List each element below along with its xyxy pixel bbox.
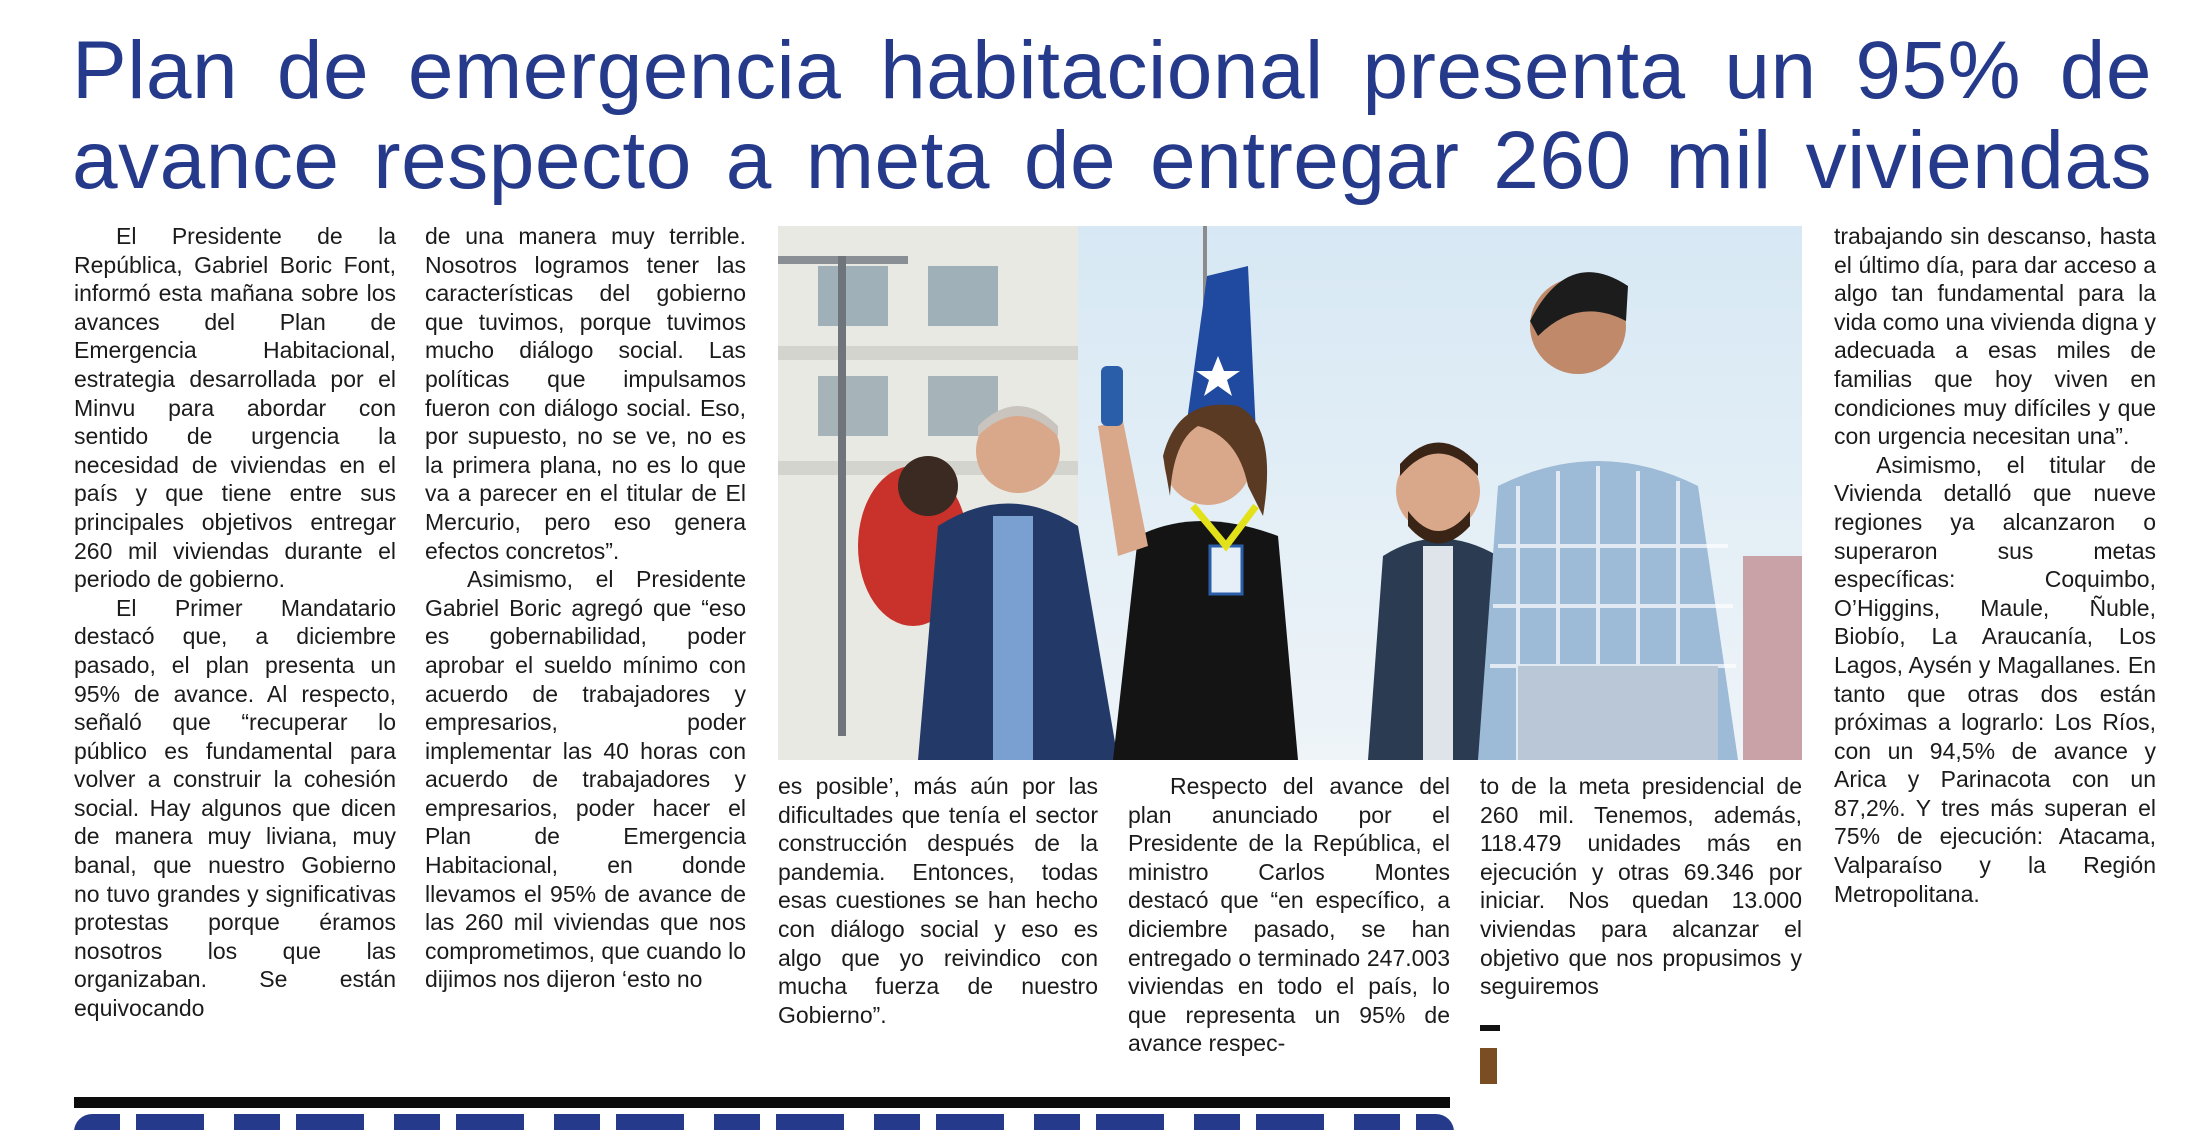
article-column-1 [74,222,396,1023]
article-column-3 [778,772,1098,1029]
photo-illustration [778,226,1802,760]
section-divider [74,1097,1450,1108]
end-of-article-accent [1480,1048,1497,1084]
paragraph: El Presidente de la República, Gabriel Boric Font, informó esta mañana sobre los avances del Plan de Emergencia Habitacional, estrategia desarrollada por el Minvu para abordar con sentido de urgencia la necesidad de viviendas en el país y que tiene entre sus principales objetivos entregar 260 mil viviendas durante el periodo de gobierno. [74,223,396,593]
article-column-4 [1128,772,1450,1058]
paragraph: trabajando sin descanso, hasta el último día, para dar acceso a algo tan fundamental para la vida como una vivienda digna y adecuada a esas miles de familias que hoy viven en condiciones muy difíciles y que con urgencia necesitan una”. [1834,223,2156,450]
paragraph: Asimismo, el Presidente Gabriel Boric agregó que “eso es gobernabilidad, poder aprobar el sueldo mínimo con acuerdo de trabajadores y empresarios, poder implementar las 40 horas con acuerdo de trabajadores y empresarios, poder hacer el Plan de Emergencia Habitacional, en donde llevamos el 95% de avance de las 260 mil viviendas que nos comprometimos, que cuando lo dijimos nos dijeron ‘esto no [425,566,746,993]
headline-line-1: Plan de emergencia habitacional presenta un 95% de [72,25,2152,116]
article-column-2 [425,222,746,994]
next-article-headline-cropped [74,1112,1474,1130]
paragraph: Asimismo, el titular de Vivienda detalló que nueve regiones ya alcanzaron o superaron sus metas específicas: Coquimbo, O’Higgins, Maule, Ñuble, Biobío, La Araucanía, Los Lagos, Aysén y Magallanes. En tanto que otras dos están próximas a lograrlo: Los Ríos, con un 94,5% de avance y Arica y Parinacota con un 87,2%. Y tres más superan el 75% de ejecución: Atacama, Valparaíso y la Región Metropolitana. [1834,451,2156,907]
paragraph: to de la meta presidencial de 260 mil. Tenemos, además, 118.479 unidades más en ejecución y otras 69.346 por iniciar. Nos quedan 13.000 viviendas para alcanzar el objetivo que nos propusimos y seguiremos [1480,773,1802,1000]
end-of-article-mark [1480,1025,1500,1031]
paragraph: El Primer Mandatario destacó que, a diciembre pasado, el plan presenta un 95% de avance. Al respecto, señaló que “recuperar lo público es fundamental para volver a construir la cohesión social. Hay algunos que dicen de manera muy liviana, muy banal, que nuestro Gobierno no tuvo grandes y significativas protestas porque éramos nosotros los que las organizaban. Se están equivocando [74,594,396,1022]
article-column-5 [1480,772,1802,1001]
headline [72,26,2152,206]
news-photo [778,226,1802,760]
headline-line-2: avance respecto a meta de entregar 260 mil viviendas [72,115,2152,206]
paragraph: de una manera muy terrible. Nosotros logramos tener las características del gobierno que tuvimos, porque tuvimos mucho diálogo social. Las políticas que impulsamos fueron con diálogo social. Eso, por supuesto, no se ve, no es la primera plana, no es lo que va a parecer en el titular de El Mercurio, pero eso genera efectos concretos”. [425,223,746,564]
paragraph: es posible’, más aún por las dificultades que tenía el sector construcción después de la pandemia. Entonces, todas esas cuestiones se han hecho con diálogo social y eso es algo que yo reivindico con mucha fuerza de nuestro Gobierno”. [778,773,1098,1028]
paragraph: Respecto del avance del plan anunciado por el Presidente de la República, el ministro Carlos Montes destacó que “en específico, a diciembre pasado, se han entregado o terminado 247.003 viviendas en todo el país, lo que representa un 95% de avance respec- [1128,773,1450,1057]
article-column-6 [1834,222,2156,908]
